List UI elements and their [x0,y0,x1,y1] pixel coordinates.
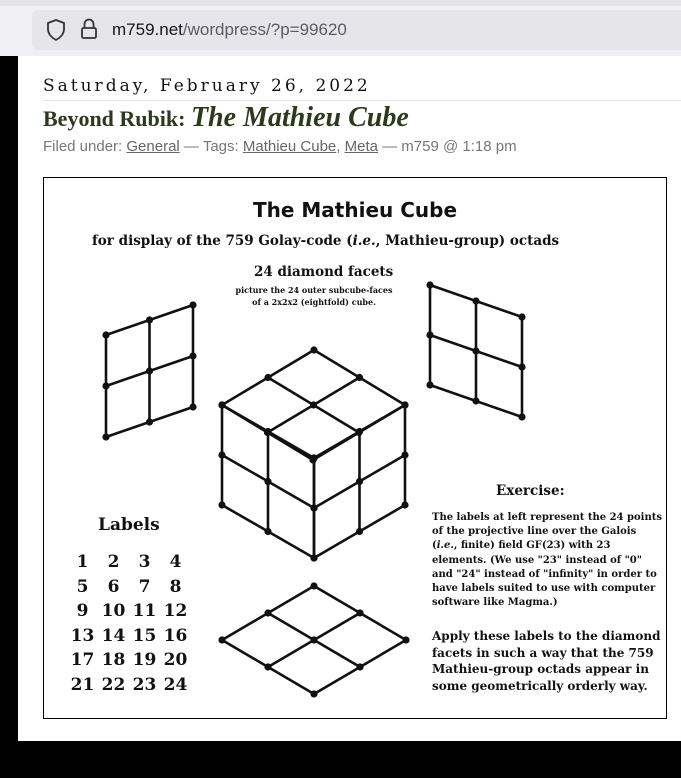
left-face-vertex [102,331,109,338]
label-number: 9 [76,601,89,621]
bottom-diamond-vertex [356,609,363,616]
shield-icon[interactable] [46,19,66,41]
subtitle-part-a: for display of the 759 Golay-code ( [92,233,353,249]
label-number: 6 [107,576,120,597]
left-face-vertex [102,382,109,389]
left-face-vertex [146,367,153,374]
tag-link-mathieu-cube[interactable]: Mathieu Cube [242,138,337,155]
label-number: 16 [163,625,188,646]
bottom-diamond-vertex [310,690,317,697]
post-title[interactable] [43,102,409,134]
cube-left-vertex [218,451,225,458]
cube-right-vertex [356,428,363,435]
facets-line-1: picture the 24 outer subcube-faces [235,285,393,295]
bottom-diamond-vertex [310,582,317,589]
facets-heading: 24 diamond facets [254,264,394,280]
tag-separator: , [336,138,345,155]
label-number: 14 [101,625,126,646]
browser-toolbar [0,0,681,56]
bottom-diamond-vertex [218,636,225,643]
right-face-vertex [472,297,479,304]
label-number: 2 [107,552,120,572]
cube-right-vertex [401,501,408,508]
post-date: Saturday, February 26, 2022 [43,76,371,96]
cube-right-vertex [401,451,408,458]
cube-left-vertex [264,478,271,485]
url-text[interactable] [112,20,347,40]
cube-top-vertex [310,401,317,408]
filed-under-label: Filed under: [43,138,127,155]
label-number: 3 [138,552,151,572]
date-divider [43,100,681,101]
label-number: 11 [132,601,157,621]
cube-top-vertex [356,374,363,381]
cube-left-vertex [264,428,271,435]
cube-right-vertex [310,454,317,461]
right-face-vertex [426,331,433,338]
cube-right-vertex [310,504,317,511]
bottom-diamond-vertex [264,609,271,616]
post-title-main: The Mathieu Cube [190,102,409,133]
post-meta [43,138,517,155]
bottom-diamond-vertex [264,663,271,670]
label-number: 13 [70,625,95,646]
cube-left-vertex [218,501,225,508]
tag-link-meta[interactable]: Meta [344,138,378,155]
figure-title: The Mathieu Cube [252,198,458,222]
cube-top-vertex [264,374,271,381]
url-path: /wordpress/?p=99620 [182,20,347,39]
cube-left-vertex [264,528,271,535]
left-face-vertex [189,301,196,308]
right-face-vertex [472,397,479,404]
bottom-diamond-vertex [310,636,317,643]
label-number: 22 [101,674,126,695]
lock-icon[interactable] [80,18,98,40]
cube-left-vertex [218,401,225,408]
label-number: 23 [132,674,157,695]
cube-right-vertex [356,528,363,535]
label-number: 12 [163,601,188,621]
tags-label: — Tags: [179,138,243,155]
right-face-vertex [518,413,525,420]
url-host: m759.net [112,20,183,39]
label-number: 15 [132,625,157,646]
figure-subtitle [92,233,559,249]
left-face-vertex [146,418,153,425]
post-byline: — m759 @ 1:18 pm [377,138,517,155]
label-number: 1 [76,552,89,572]
exercise-paragraph-2: Apply these labels to the diamond facets in such a way that the 759 Mathieu-group octads appear in some geometrically orderly way. [432,629,661,693]
left-face-vertex [146,316,153,323]
label-number: 17 [70,650,95,670]
bottom-diamond-vertex [402,636,409,643]
window-bottom-edge [0,741,681,778]
cube-right-vertex [356,478,363,485]
label-number: 10 [101,601,126,621]
exercise-p1-ie: i.e. [436,540,454,552]
cube-right-vertex [401,401,408,408]
right-face-vertex [518,363,525,370]
left-face-vertex [189,352,196,359]
labels-grid [67,552,191,696]
right-face-vertex [426,281,433,288]
bottom-diamond-vertex [356,663,363,670]
right-face-vertex [518,313,525,320]
mathieu-cube-figure [43,177,667,719]
label-number: 8 [169,576,182,597]
left-face-vertex [102,433,109,440]
exercise-p1-part-a: The labels at left represent the 24 points of the projective line over the Galois ( [432,512,662,552]
right-face-vertex [426,381,433,388]
exercise-heading: Exercise: [496,483,565,499]
post-title-prefix: Beyond Rubik: [43,106,191,131]
label-number: 5 [76,576,89,597]
facets-line-2: of a 2x2x2 (eightfold) cube. [252,297,376,307]
cube-top-vertex [310,346,317,353]
exercise-paragraph-1 [432,511,662,610]
category-link[interactable]: General [126,138,180,155]
labels-heading: Labels [98,515,160,535]
label-number: 20 [163,650,188,670]
label-number: 24 [163,674,188,695]
tab-strip [0,0,681,6]
label-number: 19 [132,650,157,670]
label-number: 4 [169,552,182,572]
right-face-vertex [472,347,479,354]
label-number: 21 [70,674,95,695]
subtitle-ie: i.e. [352,233,376,249]
label-number: 7 [138,576,151,597]
facets-description [234,284,394,308]
subtitle-part-b: , Mathieu-group) octads [375,233,560,249]
label-number: 18 [101,650,126,670]
exercise-p1-part-b: , finite) field GF(23) with 23 elements. (We use "23" instead of "0" and "24" instead of "infinity" in order to have labels suited to use with computer software like Magma.) [432,540,657,609]
cube-right-vertex [310,554,317,561]
left-face-vertex [189,403,196,410]
